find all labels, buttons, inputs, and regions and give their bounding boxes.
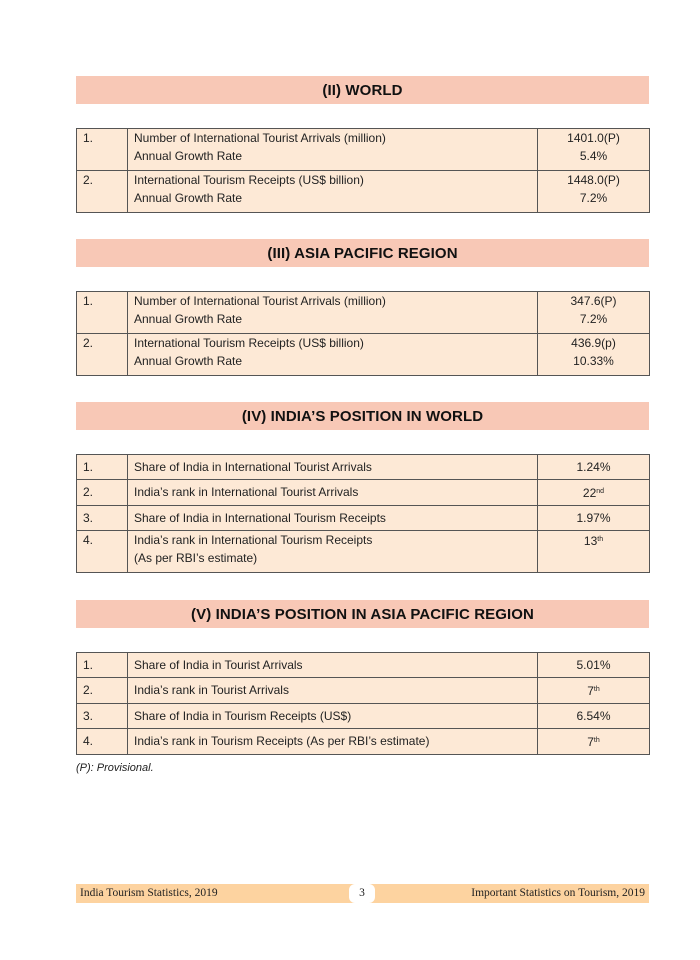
india-asia-pacific-table (76, 652, 650, 755)
row-label: India’s rank in International Tourist Arrivals (128, 480, 538, 506)
row-label: India’s rank in International Tourism Receipts (As per RBI’s estimate) (128, 531, 538, 573)
row-label: India’s rank in Tourist Arrivals (128, 678, 538, 704)
table-row (77, 678, 650, 704)
row-value: 1.97% (538, 506, 650, 531)
table-row (77, 480, 650, 506)
row-value: 5.01% (538, 653, 650, 678)
row-number: 1. (77, 129, 128, 171)
table-row (77, 129, 650, 171)
footer-left-title: India Tourism Statistics, 2019 (80, 887, 218, 899)
table-row (77, 729, 650, 755)
row-value: 347.6(P) 7.2% (538, 292, 650, 334)
row-label: International Tourism Receipts (US$ billion) Annual Growth Rate (128, 334, 538, 376)
table-row (77, 334, 650, 376)
row-label: India’s rank in Tourism Receipts (As per RBI’s estimate) (128, 729, 538, 755)
table-row (77, 531, 650, 573)
table-row (77, 506, 650, 531)
footer-right-title: Important Statistics on Tourism, 2019 (471, 887, 645, 899)
page-number: 3 (349, 884, 375, 903)
ordinal-suffix: th (593, 686, 600, 693)
row-label: International Tourism Receipts (US$ billion) Annual Growth Rate (128, 171, 538, 213)
row-number: 4. (77, 729, 128, 755)
row-value: 22nd (538, 480, 650, 506)
row-number: 3. (77, 506, 128, 531)
ordinal-suffix: th (597, 536, 604, 543)
row-number: 1. (77, 653, 128, 678)
row-label: Number of International Tourist Arrivals (million) Annual Growth Rate (128, 129, 538, 171)
ordinal-suffix: th (593, 737, 600, 744)
row-value: 6.54% (538, 704, 650, 729)
section-title-india-asia-pacific: (V) INDIA’S POSITION IN ASIA PACIFIC REGION (76, 600, 649, 628)
section-title-asia-pacific: (III) ASIA PACIFIC REGION (76, 239, 649, 267)
table-row (77, 455, 650, 480)
table-row (77, 171, 650, 213)
row-label: Share of India in International Tourist Arrivals (128, 455, 538, 480)
section-title-world: (II) WORLD (76, 76, 649, 104)
ordinal-suffix: nd (596, 488, 605, 495)
row-number: 1. (77, 455, 128, 480)
table-row (77, 704, 650, 729)
row-label: Share of India in Tourism Receipts (US$) (128, 704, 538, 729)
row-value: 7th (538, 678, 650, 704)
row-label: Share of India in International Tourism Receipts (128, 506, 538, 531)
row-label: Share of India in Tourist Arrivals (128, 653, 538, 678)
asia-pacific-table (76, 291, 650, 376)
row-value: 1401.0(P) 5.4% (538, 129, 650, 171)
page-footer (76, 884, 649, 903)
row-value: 1.24% (538, 455, 650, 480)
row-number: 4. (77, 531, 128, 573)
row-label: Number of International Tourist Arrivals (million) Annual Growth Rate (128, 292, 538, 334)
table-row (77, 653, 650, 678)
row-value: 7th (538, 729, 650, 755)
table-row (77, 292, 650, 334)
row-value: 1448.0(P) 7.2% (538, 171, 650, 213)
row-number: 3. (77, 704, 128, 729)
row-number: 2. (77, 334, 128, 376)
row-number: 1. (77, 292, 128, 334)
section-title-india-world: (IV) INDIA’S POSITION IN WORLD (76, 402, 649, 430)
india-world-table (76, 454, 650, 573)
row-number: 2. (77, 678, 128, 704)
row-number: 2. (77, 171, 128, 213)
world-table (76, 128, 650, 213)
row-value: 436.9(p) 10.33% (538, 334, 650, 376)
row-number: 2. (77, 480, 128, 506)
provisional-note: (P): Provisional. (76, 762, 154, 774)
row-value: 13th (538, 531, 650, 573)
